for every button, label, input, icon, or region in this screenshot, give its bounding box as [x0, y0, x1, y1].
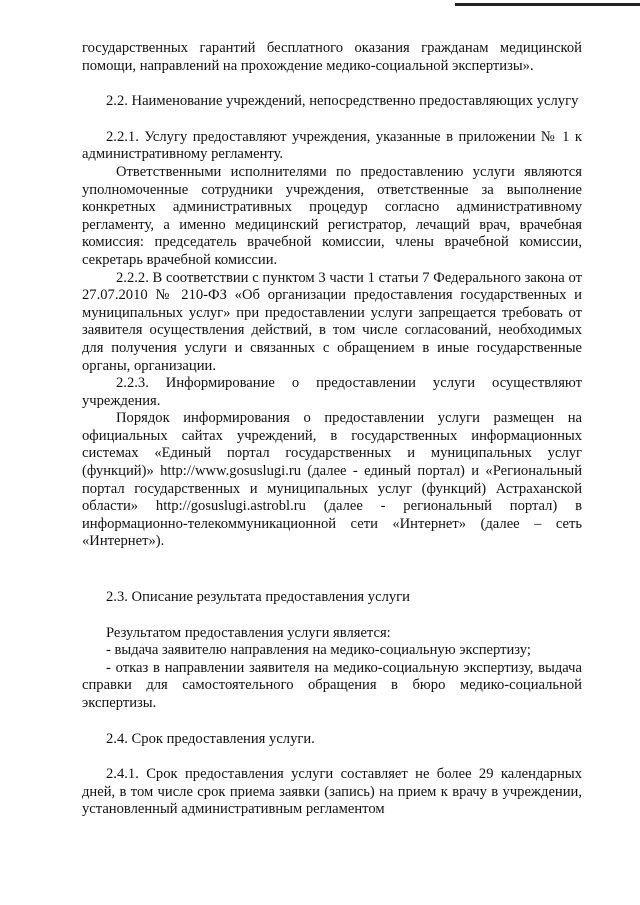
paragraph-responsible: Ответственными исполнителями по предоставлению услуги являются уполномоченные сотрудники учреждения, ответственные за выполнение конкретных административных процедур согласно административному регламенту, а именно медицинский регистратор, лечащий врач, врачебная комиссия: председатель врачебной комиссии, члены врачебной комиссии, секретарь врачебной комиссии.	[82, 163, 582, 268]
paragraph-result-intro: Результатом предоставления услуги является:	[106, 624, 391, 641]
heading-2-4: 2.4. Срок предоставления услуги.	[106, 730, 315, 747]
paragraph-2-2-3: 2.2.3. Информирование о предоставлении услуги осуществляют учреждения.	[82, 375, 582, 409]
paragraph-result-refusal: - отказ в направлении заявителя на медико-социальную экспертизу, выдача справки для самостоятельного обращения в бюро медико-социальной экспертизы.	[82, 659, 582, 711]
paragraph-2-2-2: 2.2.2. В соответствии с пунктом 3 части 1 статьи 7 Федерального закона от 27.07.2010 № 210-ФЗ «Об организации предоставления государственных и муниципальных услуг» при предоставлении услуги запрещается требовать от заявителя осуществления действий, в том числе согласований, необходимых для получения услуги и связанных с обращением в иные государственные органы, организации.	[82, 269, 582, 374]
top-rule	[455, 3, 640, 6]
heading-2-2: 2.2. Наименование учреждений, непосредственно предоставляющих услугу	[106, 93, 579, 110]
document-page	[82, 40, 582, 819]
heading-2-3: 2.3. Описание результата предоставления услуги	[106, 589, 410, 606]
paragraph-2-4-1: 2.4.1. Срок предоставления услуги составляет не более 29 календарных дней, в том числе срок приема заявки (запись) на прием к врачу в учреждении, установленный административным регламентом	[82, 766, 582, 818]
paragraph-result-issue: - выдача заявителю направления на медико-социальную экспертизу;	[106, 642, 531, 659]
paragraph-2-2-1: 2.2.1. Услугу предоставляют учреждения, указанные в приложении № 1 к административному регламенту.	[82, 128, 582, 163]
paragraph-guarantees: государственных гарантий бесплатного оказания гражданам медицинской помощи, направлений на прохождение медико-социальной экспертизы».	[82, 40, 582, 74]
paragraph-info-order: Порядок информирования о предоставлении услуги размещен на официальных сайтах учреждений, в государственных информационных системах «Единый портал государственных и муниципальных услуг (функций)» http://www.gosuslugi.ru (далее - единый портал) и «Региональный портал государственных и муниципальных услуг (функций) Астраханской области» http://gosuslugi.astrobl.ru (далее - региональный портал) в информационно-телекоммуникационной сети «Интернет» (далее – сеть «Интернет»).	[82, 410, 582, 550]
